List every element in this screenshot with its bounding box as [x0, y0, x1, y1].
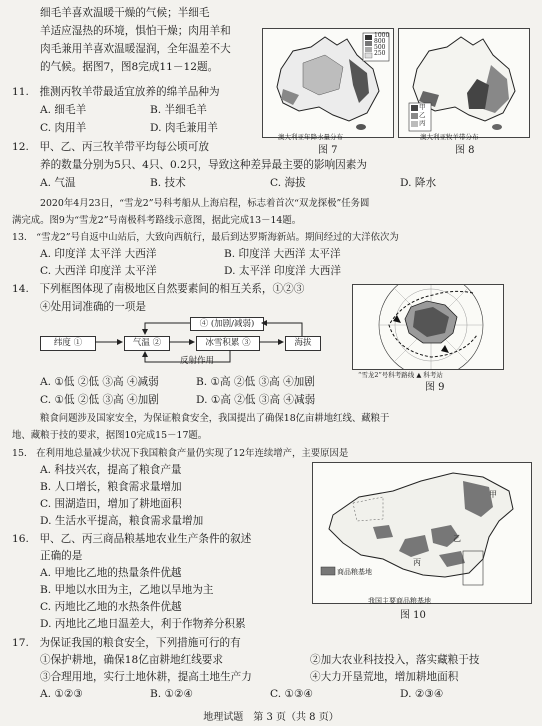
- q12-opt-c[interactable]: C. 海拔: [270, 177, 306, 189]
- fig7-legend-1000: 1000: [374, 32, 390, 39]
- fig7-legend-250: 250: [374, 50, 386, 57]
- flow-box-temperature: 气温 ②: [124, 336, 170, 351]
- q14-opt-b[interactable]: B. ①高 ②低 ③高 ④加剧: [196, 376, 315, 388]
- figure-9: [352, 284, 504, 370]
- intro2-line2: 满完成。图9为“雪龙2”号南极科考路线示意图，据此完成13－14题。: [12, 215, 302, 226]
- q16-opt-c[interactable]: C. 丙地比乙地的水热条件优越: [40, 601, 182, 613]
- fig7-subtitle: 澳大利亚年降水量分布: [278, 133, 343, 141]
- flow-label-reflection: 反射作用: [180, 356, 215, 366]
- q17-item-3: ③合理用地，实行土地休耕，提高土地生产力: [40, 671, 252, 683]
- flow-box-ice-accumulation: 冰雪积累 ③: [196, 336, 260, 351]
- intro1-line3: 肉毛兼用羊喜欢温暖湿润，全年温差不大: [40, 43, 231, 55]
- fig8-legend-jia: 甲: [419, 103, 426, 111]
- fig10-label-yi: 乙: [453, 534, 461, 543]
- fig7-caption: 图 7: [318, 145, 338, 156]
- fig9-legend: “雪龙2”号科考路线 ▲ 科考站: [358, 371, 443, 379]
- antarctica-route-map: [353, 285, 503, 369]
- figure-8: [398, 28, 530, 138]
- q16-opt-a[interactable]: A. 甲地比乙地的热量条件优越: [40, 567, 182, 579]
- fig8-legend-yi: 乙: [419, 111, 426, 119]
- q17-opt-a[interactable]: A. ①②③: [40, 688, 83, 700]
- fig10-label-bing: 丙: [413, 558, 421, 567]
- q13-stem: 13. “雪龙2”号自返中山站后，大致向西航行，最后到达罗斯海新站。期间经过的大洋依次为: [12, 232, 399, 243]
- fig7-legend-500: 500: [374, 44, 386, 51]
- fig8-subtitle: 澳大利亚牧羊带分布: [420, 133, 479, 141]
- q17-stem: 17. 为保证我国的粮食安全，下列措施可行的有: [12, 637, 241, 649]
- q13-opt-d[interactable]: D. 太平洋 印度洋 大西洋: [224, 265, 341, 277]
- q16-stem-2: 正确的是: [40, 550, 83, 562]
- q11-opt-c[interactable]: C. 肉用羊: [40, 122, 87, 134]
- q14-opt-a[interactable]: A. ①低 ②低 ③高 ④减弱: [40, 376, 159, 388]
- q14-stem-2: ④处用词准确的一项是: [40, 301, 146, 313]
- q12-opt-d[interactable]: D. 降水: [400, 177, 437, 189]
- fig10-legend: 商品粮基地: [337, 568, 372, 576]
- intro3-line1: 粮食问题涉及国家安全，为保证粮食安全，我国提出了确保18亿亩耕地红线、藏粮于: [40, 413, 390, 424]
- q17-item-4: ④大力开垦荒地，增加耕地面积: [310, 671, 459, 683]
- q13-opt-c[interactable]: C. 大西洋 印度洋 太平洋: [40, 265, 157, 277]
- q16-opt-b[interactable]: B. 甲地以水田为主，乙地以旱地为主: [40, 584, 214, 596]
- fig9-caption: 图 9: [425, 382, 445, 393]
- q14-opt-c[interactable]: C. ①低 ②低 ③高 ④加剧: [40, 394, 159, 406]
- intro1-line4: 的气候。据图7，图8完成11－12题。: [40, 61, 219, 73]
- fig7-legend-800: 800: [374, 38, 386, 45]
- flow-arrows: [30, 312, 330, 370]
- q17-opt-b[interactable]: B. ①②④: [150, 688, 194, 700]
- intro1-line2: 羊适应湿热的环境，惧怕干燥；肉用羊和: [40, 25, 231, 37]
- flow-box-top: ④ (加剧/减弱): [190, 317, 264, 331]
- q13-opt-b[interactable]: B. 印度洋 大西洋 太平洋: [224, 248, 341, 260]
- fig8-caption: 图 8: [455, 145, 475, 156]
- page-footer: 地理试题 第 3 页（共 8 页）: [203, 712, 339, 723]
- q14-stem-1: 14. 下列框图体现了南极地区自然要素间的相互关系，①②③: [12, 283, 305, 295]
- q13-opt-a[interactable]: A. 印度洋 太平洋 大西洋: [40, 248, 157, 260]
- q11-opt-b[interactable]: B. 半细毛羊: [150, 104, 207, 116]
- q16-stem-1: 16. 甲、乙、丙三商品粮基地农业生产条件的叙述: [12, 533, 252, 545]
- fig10-caption: 图 10: [400, 610, 426, 621]
- intro2-line1: 2020年4月23日，“雪龙2”号科考船从上海启程，标志着首次“双龙探极”任务圆: [40, 198, 370, 209]
- fig10-label-jia: 甲: [489, 490, 497, 499]
- intro1-line1: 细毛羊喜欢温暖干燥的气候；半细毛: [40, 7, 210, 19]
- q17-opt-c[interactable]: C. ①③④: [270, 688, 313, 700]
- q15-stem: 15. 在利用地总量减少状况下我国粮食产量仍实现了12年连续增产，主要原因是: [12, 448, 349, 459]
- figure-7: [262, 28, 394, 138]
- q12-opt-a[interactable]: A. 气温: [40, 177, 76, 189]
- q17-item-2: ②加大农业科技投入，落实藏粮于技: [310, 654, 480, 666]
- flow-box-altitude: 海拔: [285, 336, 321, 351]
- q12-stem-1: 12. 甲、乙、丙三牧羊带平均每公顷可放: [12, 141, 209, 153]
- fig10-subtitle: 我国主要商品粮基地: [368, 597, 431, 605]
- fig8-legend-bing: 丙: [419, 119, 426, 127]
- q11-stem: 11. 推测丙牧羊带最适宜放养的绵羊品种为: [12, 86, 220, 98]
- q12-stem-2: 养的数量分别为5只、4只、0.2只，导致这种差异最主要的影响因素为: [40, 159, 367, 171]
- flow-box-latitude: 纬度 ①: [40, 336, 96, 351]
- intro3-line2: 地、藏粮于技的要求，据图10完成15－17题。: [12, 430, 208, 441]
- q15-opt-c[interactable]: C. 围湖造田，增加了耕地面积: [40, 498, 182, 510]
- q15-opt-a[interactable]: A. 科技兴农，提高了粮食产量: [40, 464, 182, 476]
- q11-opt-a[interactable]: A. 细毛羊: [40, 104, 87, 116]
- q12-opt-b[interactable]: B. 技术: [150, 177, 186, 189]
- figure-10: [312, 462, 532, 604]
- china-grain-base-map: [313, 463, 531, 603]
- q17-item-1: ①保护耕地，确保18亿亩耕地红线要求: [40, 654, 223, 666]
- q14-opt-d[interactable]: D. ①高 ②低 ③高 ④减弱: [196, 394, 316, 406]
- q11-opt-d[interactable]: D. 肉毛兼用羊: [150, 122, 218, 134]
- q15-opt-b[interactable]: B. 人口增长，粮食需求量增加: [40, 481, 182, 493]
- q17-opt-d[interactable]: D. ②③④: [400, 688, 444, 700]
- q15-opt-d[interactable]: D. 生活水平提高，粮食需求量增加: [40, 515, 204, 527]
- q16-opt-d[interactable]: D. 丙地比乙地日温差大，利于作物养分积累: [40, 618, 246, 630]
